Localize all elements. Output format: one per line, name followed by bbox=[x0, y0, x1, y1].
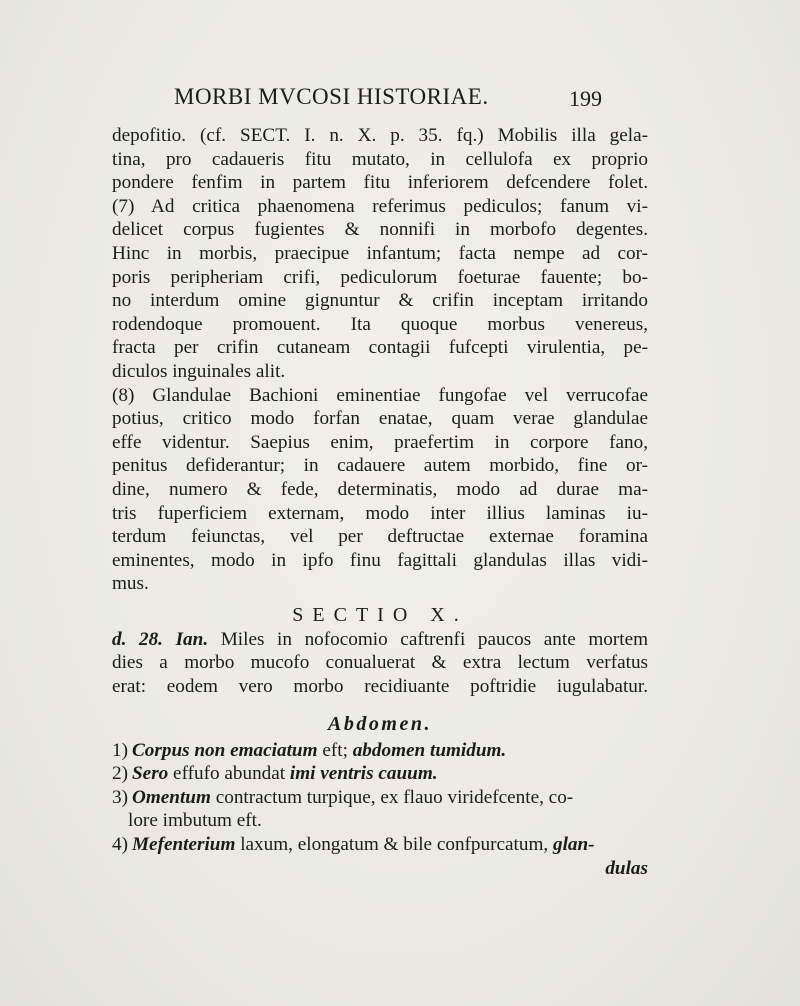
abdomen-heading: Abdomen. bbox=[328, 712, 432, 735]
item-text: lore imbutum eft. bbox=[128, 810, 262, 832]
text-line: no interdum omine gignuntur & crifin inceptam irritando bbox=[112, 290, 648, 312]
finding-item-continuation bbox=[112, 809, 648, 833]
text-line: dine, numero & fede, determinatis, modo ad durae ma- bbox=[112, 478, 648, 500]
item-text: effufo abundat bbox=[168, 763, 290, 785]
text-line: terdum feiunctas, vel per deftructae externae foramina bbox=[112, 526, 648, 548]
observation-date: d. 28. Ian. bbox=[112, 628, 209, 650]
section-heading: SECTIO X. bbox=[292, 603, 468, 626]
page-number: 199 bbox=[569, 86, 602, 111]
item-term: Corpus non emaciatum bbox=[132, 739, 318, 761]
item-term: Omentum bbox=[132, 786, 211, 808]
text-line: penitus defiderantur; in cadauere autem morbido, fine or- bbox=[112, 455, 648, 477]
paragraph-note-8 bbox=[112, 384, 648, 596]
text-line: tris fuperficiem externam, modo inter illius laminas iu- bbox=[112, 502, 648, 524]
finding-item bbox=[112, 739, 648, 763]
text-line: potius, critico modo forfan enatae, quam verae glandulae bbox=[112, 408, 648, 430]
text-line: effe videntur. Saepius enim, praefertim in corpore fano, bbox=[112, 431, 648, 453]
text-line: rodendoque promouent. Ita quoque morbus venereus, bbox=[112, 313, 648, 335]
item-term: glan- bbox=[552, 834, 595, 856]
item-term: Sero bbox=[132, 763, 169, 785]
abdomen-findings bbox=[112, 739, 648, 881]
observation-text: Miles in nofocomio caftrenfi paucos ante mortem bbox=[208, 628, 648, 650]
case-observation bbox=[112, 628, 648, 699]
page-header bbox=[160, 84, 600, 114]
text-line: mus. bbox=[112, 573, 149, 595]
text-line: diculos inguinales alit. bbox=[112, 360, 286, 382]
text-line: erat: eodem vero morbo recidiuante poftridie iugulabatur. bbox=[112, 676, 648, 698]
text-line: Hinc in morbis, praecipue infantum; facta nempe ad cor- bbox=[112, 242, 648, 264]
item-number: 3) bbox=[112, 786, 128, 808]
text-line: pondere fenfim in partem fitu inferiorem defcendere folet. bbox=[112, 172, 648, 194]
text-line bbox=[112, 628, 648, 652]
paragraph-note-7 bbox=[112, 195, 648, 384]
item-term: abdomen tumidum. bbox=[352, 739, 507, 761]
paragraph-continuation bbox=[112, 124, 648, 195]
catchword-text: dulas bbox=[605, 857, 648, 879]
text-line: delicet corpus fugientes & nonnifi in morbofo degentes. bbox=[112, 219, 648, 241]
item-number: 2) bbox=[112, 763, 128, 785]
item-term: Mefenterium bbox=[132, 834, 236, 856]
item-term: imi ventris cauum. bbox=[289, 763, 438, 785]
text-line: (7) Ad critica phaenomena referimus pediculos; fanum vi- bbox=[112, 195, 648, 217]
text-line: (8) Glandulae Bachioni eminentiae fungofae vel verrucofae bbox=[112, 384, 648, 406]
text-line: fracta per crifin cutaneam contagii fufcepti virulentia, pe- bbox=[112, 337, 648, 359]
item-text: laxum, elongatum & bile confpurcatum, bbox=[235, 834, 553, 856]
finding-item bbox=[112, 762, 648, 786]
finding-item bbox=[112, 833, 648, 857]
text-line: dies a morbo mucofo conualuerat & extra lectum verfatus bbox=[112, 652, 648, 674]
text-line: poris peripheriam crifi, pediculorum foeturae fauente; bo- bbox=[112, 266, 648, 288]
item-text: eft; bbox=[317, 739, 353, 761]
finding-item bbox=[112, 786, 648, 810]
text-line: tina, pro cadaueris fitu mutato, in cellulofa ex proprio bbox=[112, 148, 648, 170]
item-number: 1) bbox=[112, 739, 128, 761]
text-line: depofitio. (cf. SECT. I. n. X. p. 35. fq.) Mobilis illa gela- bbox=[112, 125, 648, 146]
catchword bbox=[112, 857, 648, 881]
text-line: eminentes, modo in ipfo finu fagittali glandulas illas vidi- bbox=[112, 549, 648, 571]
running-head: MORBI MVCOSI HISTORIAE. bbox=[174, 84, 489, 109]
item-number: 4) bbox=[112, 834, 128, 856]
item-text: contractum turpique, ex flauo viridefcente, co- bbox=[210, 786, 574, 808]
body-text bbox=[112, 124, 648, 880]
